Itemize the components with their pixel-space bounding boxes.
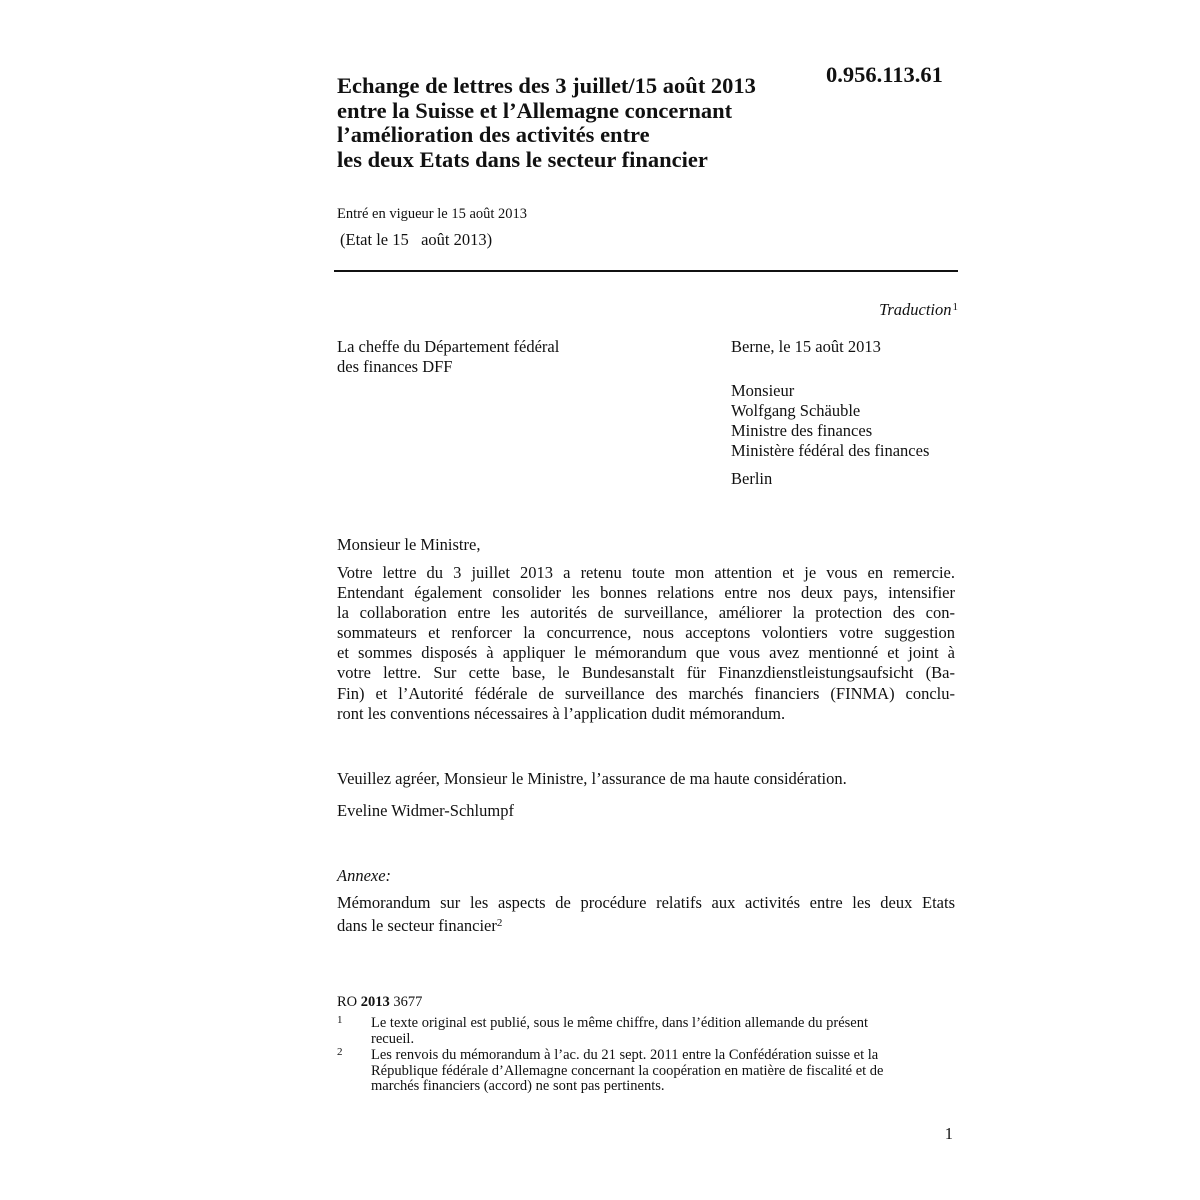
body-line: Entendant également consolider les bonnes relations entre nos deux pays, intensifier: [337, 583, 955, 603]
classification-number: 0.956.113.61: [826, 62, 943, 87]
recipient-city: Berlin: [731, 469, 773, 488]
footnote-line: Le texte original est publié, sous le même chiffre, dans l’édition allemande du présent: [371, 1015, 869, 1031]
annex-line-text: dans le secteur financier: [337, 916, 497, 936]
body-line: Votre lettre du 3 juillet 2013 a retenu toute mon attention et je vous en remercie.: [337, 563, 955, 582]
sender-line: La cheffe du Département fédéral: [337, 337, 560, 356]
footnote-ref: 2: [496, 917, 503, 930]
footnote-number: 1: [337, 1014, 343, 1026]
recipient-line: Ministre des finances: [731, 421, 873, 440]
translation-note: [879, 300, 958, 320]
annex-text: [337, 893, 955, 936]
recipient-line: Monsieur: [731, 381, 795, 400]
closing-formula: Veuillez agréer, Monsieur le Ministre, l’assurance de ma haute considération.: [337, 769, 847, 788]
title-line: les deux Etats dans le secteur financier: [337, 146, 708, 172]
footnote-line: République fédérale d’Allemagne concernant la coopération en matière de fiscalité et de: [371, 1062, 884, 1079]
place-date-text: Berne, le 15 août 2013: [731, 337, 881, 356]
body-line: votre lettre. Sur cette base, le Bundesanstalt für Finanzdienstleistungsaufsicht (Ba-: [337, 663, 955, 683]
status-date: (Etat le 15 août 2013): [340, 230, 493, 249]
annex-line: [337, 913, 955, 936]
letter-body: [337, 563, 955, 724]
body-line: la collaboration entre les autorités de surveillance, améliorer la protection des con-: [337, 603, 955, 623]
sender-block: [337, 337, 559, 377]
title-line: l’amélioration des activités entre: [337, 122, 650, 147]
footnote-line: recueil.: [371, 1030, 415, 1047]
document-title: [337, 74, 807, 172]
ro-page: 3677: [393, 994, 423, 1010]
body-line: Fin) et l’Autorité fédérale de surveillance des marchés financiers (FINMA) conclu-: [337, 683, 955, 703]
entry-into-force: Entré en vigueur le 15 août 2013: [337, 206, 528, 222]
body-line: ront les conventions nécessaires à l’application dudit mémorandum.: [337, 703, 786, 723]
footnote-text: [371, 1048, 941, 1095]
title-line: Echange de lettres des 3 juillet/15 août 2013: [337, 73, 756, 98]
place-date: [731, 337, 881, 357]
footnote-line: marchés financiers (accord) ne sont pas pertinents.: [371, 1078, 665, 1095]
footnote-text: [371, 1016, 941, 1047]
sender-line: des finances DFF: [337, 357, 453, 376]
annex-label: Annexe:: [337, 866, 392, 885]
annex-line: Mémorandum sur les aspects de procédure relatifs aux activités entre les deux Etats: [337, 893, 955, 912]
signature: Eveline Widmer-Schlumpf: [337, 801, 514, 820]
footnote-line: Les renvois du mémorandum à l’ac. du 21 sept. 2011 entre la Confédération suisse et la: [371, 1047, 879, 1063]
recipient-line: Wolfgang Schäuble: [731, 401, 861, 420]
ro-year: 2013: [360, 994, 390, 1010]
footnote-number: 2: [337, 1046, 343, 1058]
header-divider: [334, 270, 958, 272]
footnote-ref: 1: [952, 301, 958, 313]
body-line: sommateurs et renforcer la concurrence, nous acceptons volontiers votre suggestion: [337, 623, 955, 643]
recipient-line: Ministère fédéral des finances: [731, 441, 930, 460]
title-line: entre la Suisse et l’Allemagne concernant: [337, 97, 733, 123]
page-number: 1: [944, 1124, 953, 1143]
body-line: et sommes disposés à appliquer le mémorandum que vous avez mentionné et joint à: [337, 643, 955, 663]
ro-reference: [337, 994, 422, 1011]
ro-prefix: RO: [337, 994, 358, 1010]
translation-label: Traduction: [879, 300, 952, 319]
salutation: Monsieur le Ministre,: [337, 535, 481, 554]
recipient-block: [731, 381, 929, 461]
